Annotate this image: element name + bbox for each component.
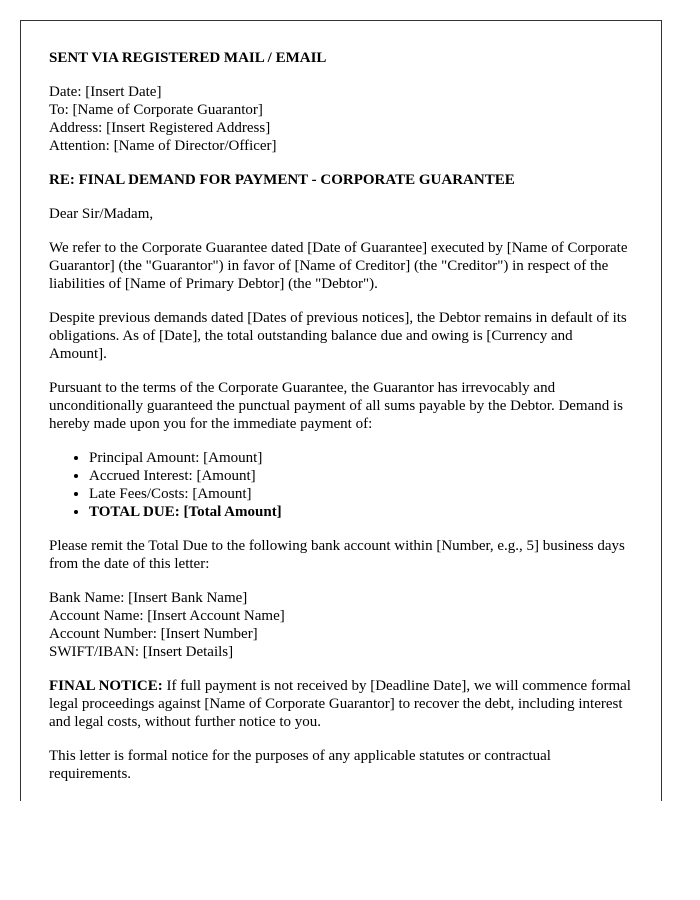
- attention-line: Attention: [Name of Director/Officer]: [49, 138, 277, 154]
- date-line: Date: [Insert Date]: [49, 84, 162, 100]
- letter-page: [20, 20, 662, 801]
- address-block: [49, 83, 632, 155]
- list-item: • Late Fees/Costs: [Amount]: [89, 485, 632, 503]
- bank-name-line: Bank Name: [Insert Bank Name]: [49, 590, 248, 606]
- amounts-list: [49, 449, 632, 521]
- paragraph-demand: Pursuant to the terms of the Corporate Guarantee, the Guarantor has irrevocably and unconditionally guaranteed the punctual payment of all sums payable by the Debtor. Demand is hereby made upon you for the immediate payment of:: [49, 380, 624, 432]
- to-line: To: [Name of Corporate Guarantor]: [49, 102, 263, 118]
- final-notice-text: If full payment is not received by [Deadline Date], we will commence formal legal proceedings against [Name of Corporate Guarantor] to recover the debt, including interest and legal costs, without further notice to you.: [49, 678, 631, 730]
- final-notice-paragraph: [49, 677, 632, 731]
- paragraph-remit: Please remit the Total Due to the following bank account within [Number, e.g., 5] business days from the date of this letter:: [49, 538, 625, 572]
- salutation: Dear Sir/Madam,: [49, 206, 154, 222]
- bank-details: [49, 589, 632, 661]
- delivery-header: SENT VIA REGISTERED MAIL / EMAIL: [49, 50, 327, 66]
- account-name-line: Account Name: [Insert Account Name]: [49, 608, 285, 624]
- total-due-item: • TOTAL DUE: [Total Amount]: [89, 503, 632, 521]
- closing-paragraph: This letter is formal notice for the purposes of any applicable statutes or contractual requirements.: [49, 748, 551, 782]
- address-line: Address: [Insert Registered Address]: [49, 120, 271, 136]
- swift-iban-line: SWIFT/IBAN: [Insert Details]: [49, 644, 234, 660]
- list-item: • Principal Amount: [Amount]: [89, 449, 632, 467]
- list-item: • Accrued Interest: [Amount]: [89, 467, 632, 485]
- paragraph-guarantee: We refer to the Corporate Guarantee dated [Date of Guarantee] executed by [Name of Corporate Guarantor] (the "Guarantor") in favor of [Name of Creditor] (the "Creditor") in respect of the liabilities of [Name of Primary Debtor] (the "Debtor").: [49, 240, 628, 292]
- final-notice-label: FINAL NOTICE:: [49, 678, 163, 694]
- subject-line: RE: FINAL DEMAND FOR PAYMENT - CORPORATE GUARANTEE: [49, 172, 515, 188]
- account-number-line: Account Number: [Insert Number]: [49, 626, 258, 642]
- paragraph-default: Despite previous demands dated [Dates of previous notices], the Debtor remains in default of its obligations. As of [Date], the total outstanding balance due and owing is [Currency and Amount].: [49, 310, 627, 362]
